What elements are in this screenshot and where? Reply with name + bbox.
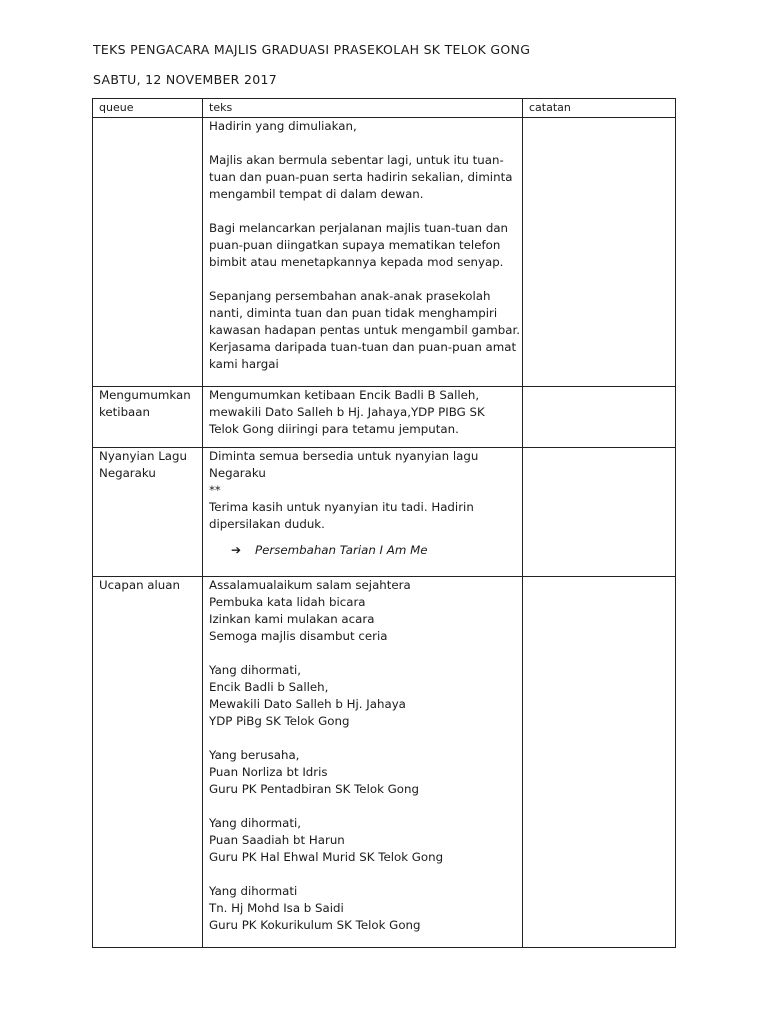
text-line: dipersilakan duduk. bbox=[209, 517, 325, 531]
table-row bbox=[93, 118, 676, 387]
text-line: Izinkan kami mulakan acara bbox=[209, 612, 375, 626]
text-line: Negaraku bbox=[209, 466, 266, 480]
text-line: Terima kasih untuk nyanyian itu tadi. Hadirin bbox=[209, 500, 474, 514]
program-item-label: Persembahan Tarian I Am Me bbox=[255, 543, 428, 557]
queue-label: Nyanyian Lagu bbox=[99, 449, 187, 463]
queue-label: Ucapan aluan bbox=[99, 578, 180, 592]
queue-cell bbox=[93, 118, 203, 387]
text-line: Semoga majlis disambut ceria bbox=[209, 629, 388, 643]
text-line: mengambil tempat di dalam dewan. bbox=[209, 187, 424, 201]
teks-cell bbox=[203, 387, 523, 448]
catatan-cell bbox=[523, 118, 676, 387]
text-line: tuan dan puan-puan serta hadirin sekalian, diminta bbox=[209, 170, 513, 184]
document-title: TEKS PENGACARA MAJLIS GRADUASI PRASEKOLAH SK TELOK GONG bbox=[93, 42, 531, 57]
text-line: Yang dihormati, bbox=[209, 663, 302, 677]
text-line: ** bbox=[209, 483, 221, 497]
text-line: kami hargai bbox=[209, 357, 279, 371]
column-header-teks: teks bbox=[203, 99, 523, 118]
catatan-cell bbox=[523, 448, 676, 577]
queue-label: ketibaan bbox=[99, 405, 150, 419]
text-line: Guru PK Kokurikulum SK Telok Gong bbox=[209, 918, 421, 932]
text-line: YDP PiBg SK Telok Gong bbox=[209, 714, 350, 728]
text-line: Yang dihormati bbox=[209, 884, 298, 898]
arrow-right-icon: ➔ bbox=[231, 543, 242, 557]
text-line: Guru PK Hal Ehwal Murid SK Telok Gong bbox=[209, 850, 444, 864]
text-line: Guru PK Pentadbiran SK Telok Gong bbox=[209, 782, 419, 796]
text-line: bimbit atau menetapkannya kepada mod senyap. bbox=[209, 255, 504, 269]
teks-cell bbox=[203, 577, 523, 948]
table-header-row bbox=[93, 99, 676, 118]
table-row bbox=[93, 387, 676, 448]
text-line: Puan Norliza bt Idris bbox=[209, 765, 328, 779]
script-table bbox=[92, 98, 676, 948]
text-line: Majlis akan bermula sebentar lagi, untuk itu tuan- bbox=[209, 153, 504, 167]
column-header-queue: queue bbox=[93, 99, 203, 118]
text-line: Sepanjang persembahan anak-anak prasekolah bbox=[209, 289, 491, 303]
text-line: Diminta semua bersedia untuk nyanyian lagu bbox=[209, 449, 479, 463]
text-line: Mewakili Dato Salleh b Hj. Jahaya bbox=[209, 697, 406, 711]
text-line: Mengumumkan ketibaan Encik Badli B Salleh, bbox=[209, 388, 480, 402]
catatan-cell bbox=[523, 387, 676, 448]
text-line: puan-puan diingatkan supaya mematikan telefon bbox=[209, 238, 501, 252]
queue-label: Negaraku bbox=[99, 466, 156, 480]
text-line: Tn. Hj Mohd Isa b Saidi bbox=[209, 901, 344, 915]
text-line: Telok Gong diiringi para tetamu jemputan. bbox=[209, 422, 459, 436]
text-line: kawasan hadapan pentas untuk mengambil gambar. bbox=[209, 323, 520, 337]
text-line: Encik Badli b Salleh, bbox=[209, 680, 329, 694]
column-header-catatan: catatan bbox=[523, 99, 676, 118]
teks-cell bbox=[203, 448, 523, 577]
text-line: Bagi melancarkan perjalanan majlis tuan-tuan dan bbox=[209, 221, 509, 235]
text-line: Yang berusaha, bbox=[209, 748, 300, 762]
table-row bbox=[93, 577, 676, 948]
text-line: Assalamualaikum salam sejahtera bbox=[209, 578, 411, 592]
table-row bbox=[93, 448, 676, 577]
queue-label: Mengumumkan bbox=[99, 388, 191, 402]
text-line: mewakili Dato Salleh b Hj. Jahaya,YDP PIBG SK bbox=[209, 405, 485, 419]
text-line: Yang dihormati, bbox=[209, 816, 302, 830]
program-item bbox=[209, 542, 516, 559]
text-line: Hadirin yang dimuliakan, bbox=[209, 119, 357, 133]
text-line: Puan Saadiah bt Harun bbox=[209, 833, 345, 847]
queue-cell bbox=[93, 387, 203, 448]
queue-cell bbox=[93, 577, 203, 948]
text-line: Pembuka kata lidah bicara bbox=[209, 595, 366, 609]
text-line: Kerjasama daripada tuan-tuan dan puan-puan amat bbox=[209, 340, 517, 354]
text-line: nanti, diminta tuan dan puan tidak menghampiri bbox=[209, 306, 498, 320]
catatan-cell bbox=[523, 577, 676, 948]
queue-cell bbox=[93, 448, 203, 577]
document-date: SABTU, 12 NOVEMBER 2017 bbox=[93, 72, 277, 87]
teks-cell bbox=[203, 118, 523, 387]
